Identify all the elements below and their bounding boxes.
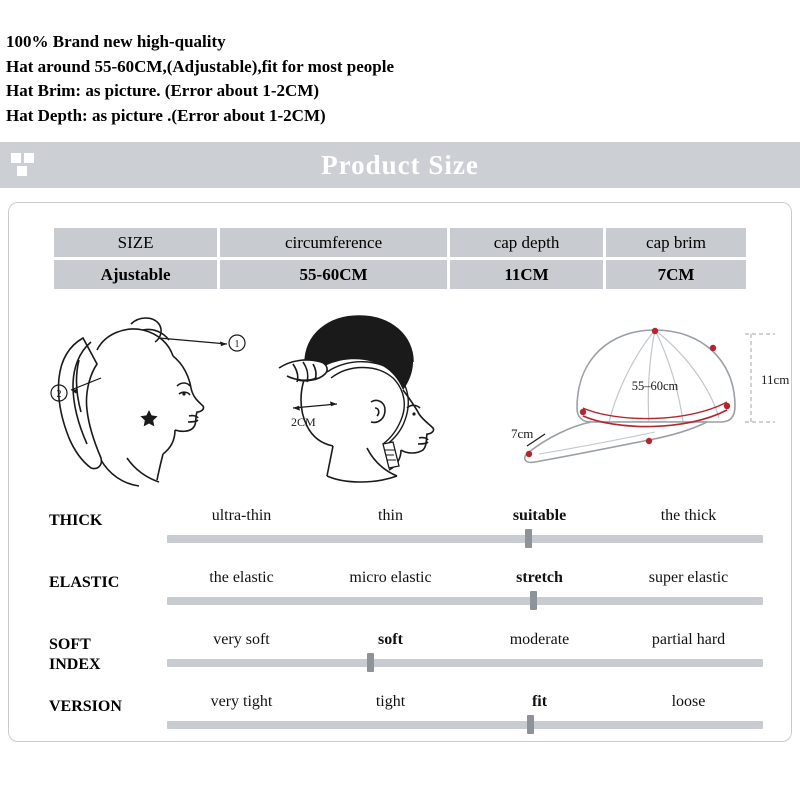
attribute-option[interactable]: super elastic — [648, 569, 729, 586]
attribute-track — [167, 597, 763, 605]
attribute-marker — [367, 653, 374, 672]
attribute-options — [167, 631, 763, 649]
description-line: Hat Depth: as picture .(Error about 1-2CM) — [6, 105, 326, 125]
attribute-marker — [530, 591, 537, 610]
attribute-label: VERSION — [49, 698, 122, 715]
attribute-track — [167, 535, 763, 543]
attribute-options — [167, 507, 763, 525]
size-card — [8, 202, 792, 742]
attribute-row-elastic — [27, 567, 773, 629]
attribute-options — [167, 693, 763, 711]
attribute-option[interactable]: loose — [671, 693, 706, 710]
svg-text:1: 1 — [234, 339, 240, 350]
attribute-label-line2: INDEX — [49, 656, 101, 673]
attribute-option-selected[interactable]: stretch — [516, 569, 563, 586]
attribute-list — [9, 505, 791, 742]
attribute-row-thick — [27, 505, 773, 567]
attribute-option[interactable]: tight — [375, 693, 406, 710]
table-cell: 55-60CM — [220, 260, 447, 289]
description-line: Hat Brim: as picture. (Error about 1-2CM) — [6, 81, 320, 100]
table-header-cell: cap depth — [450, 228, 603, 257]
description-line: Hat around 55-60CM,(Adjustable),fit for most people — [6, 56, 394, 76]
attribute-option-selected[interactable]: soft — [378, 631, 403, 648]
attribute-option[interactable]: the thick — [660, 507, 717, 524]
attribute-label — [49, 635, 159, 675]
svg-text:7cm: 7cm — [511, 426, 534, 441]
product-size-banner — [0, 142, 800, 188]
attribute-option[interactable]: very soft — [213, 631, 270, 648]
squares-icon — [0, 142, 46, 188]
banner-title: Product Size — [321, 149, 479, 180]
attribute-option[interactable]: ultra-thin — [211, 507, 272, 524]
svg-text:55–60cm: 55–60cm — [631, 379, 679, 393]
table-header-cell: circumference — [220, 228, 447, 257]
attribute-label: ELASTIC — [49, 574, 120, 591]
size-table — [51, 225, 749, 292]
attribute-option[interactable]: moderate — [509, 631, 570, 648]
cap-dimensions-illustration — [499, 298, 792, 488]
ponytail-measure-illustration — [31, 298, 251, 488]
attribute-track — [167, 721, 763, 729]
attribute-option-selected[interactable]: fit — [531, 693, 548, 710]
table-cell: 11CM — [450, 260, 603, 289]
attribute-options — [167, 569, 763, 587]
attribute-label-line1: SOFT — [49, 636, 91, 653]
table-header-cell: cap brim — [606, 228, 746, 257]
attribute-row-soft-index — [27, 629, 773, 691]
attribute-track — [167, 659, 763, 667]
head-circumference-illustration — [267, 298, 482, 488]
table-cell: Ajustable — [54, 260, 217, 289]
description-block — [0, 0, 800, 128]
attribute-marker — [525, 529, 532, 548]
illustration-strip — [9, 298, 791, 488]
table-cell: 7CM — [606, 260, 746, 289]
description-line: 100% Brand new high-quality — [6, 32, 226, 51]
svg-text:11cm: 11cm — [761, 372, 790, 387]
attribute-option[interactable]: very tight — [210, 693, 273, 710]
table-header-row — [54, 228, 746, 257]
attribute-marker — [527, 715, 534, 734]
table-row — [54, 260, 746, 289]
table-header-cell: SIZE — [54, 228, 217, 257]
attribute-option[interactable]: micro elastic — [349, 569, 432, 586]
attribute-option[interactable]: the elastic — [209, 569, 274, 586]
attribute-label: THICK — [49, 512, 103, 529]
svg-text:2: 2 — [56, 389, 62, 400]
attribute-row-version — [27, 691, 773, 742]
attribute-option[interactable]: partial hard — [651, 631, 726, 648]
attribute-option-selected[interactable]: suitable — [512, 507, 567, 524]
attribute-option[interactable]: thin — [378, 507, 403, 524]
svg-text:2CM: 2CM — [291, 415, 316, 429]
